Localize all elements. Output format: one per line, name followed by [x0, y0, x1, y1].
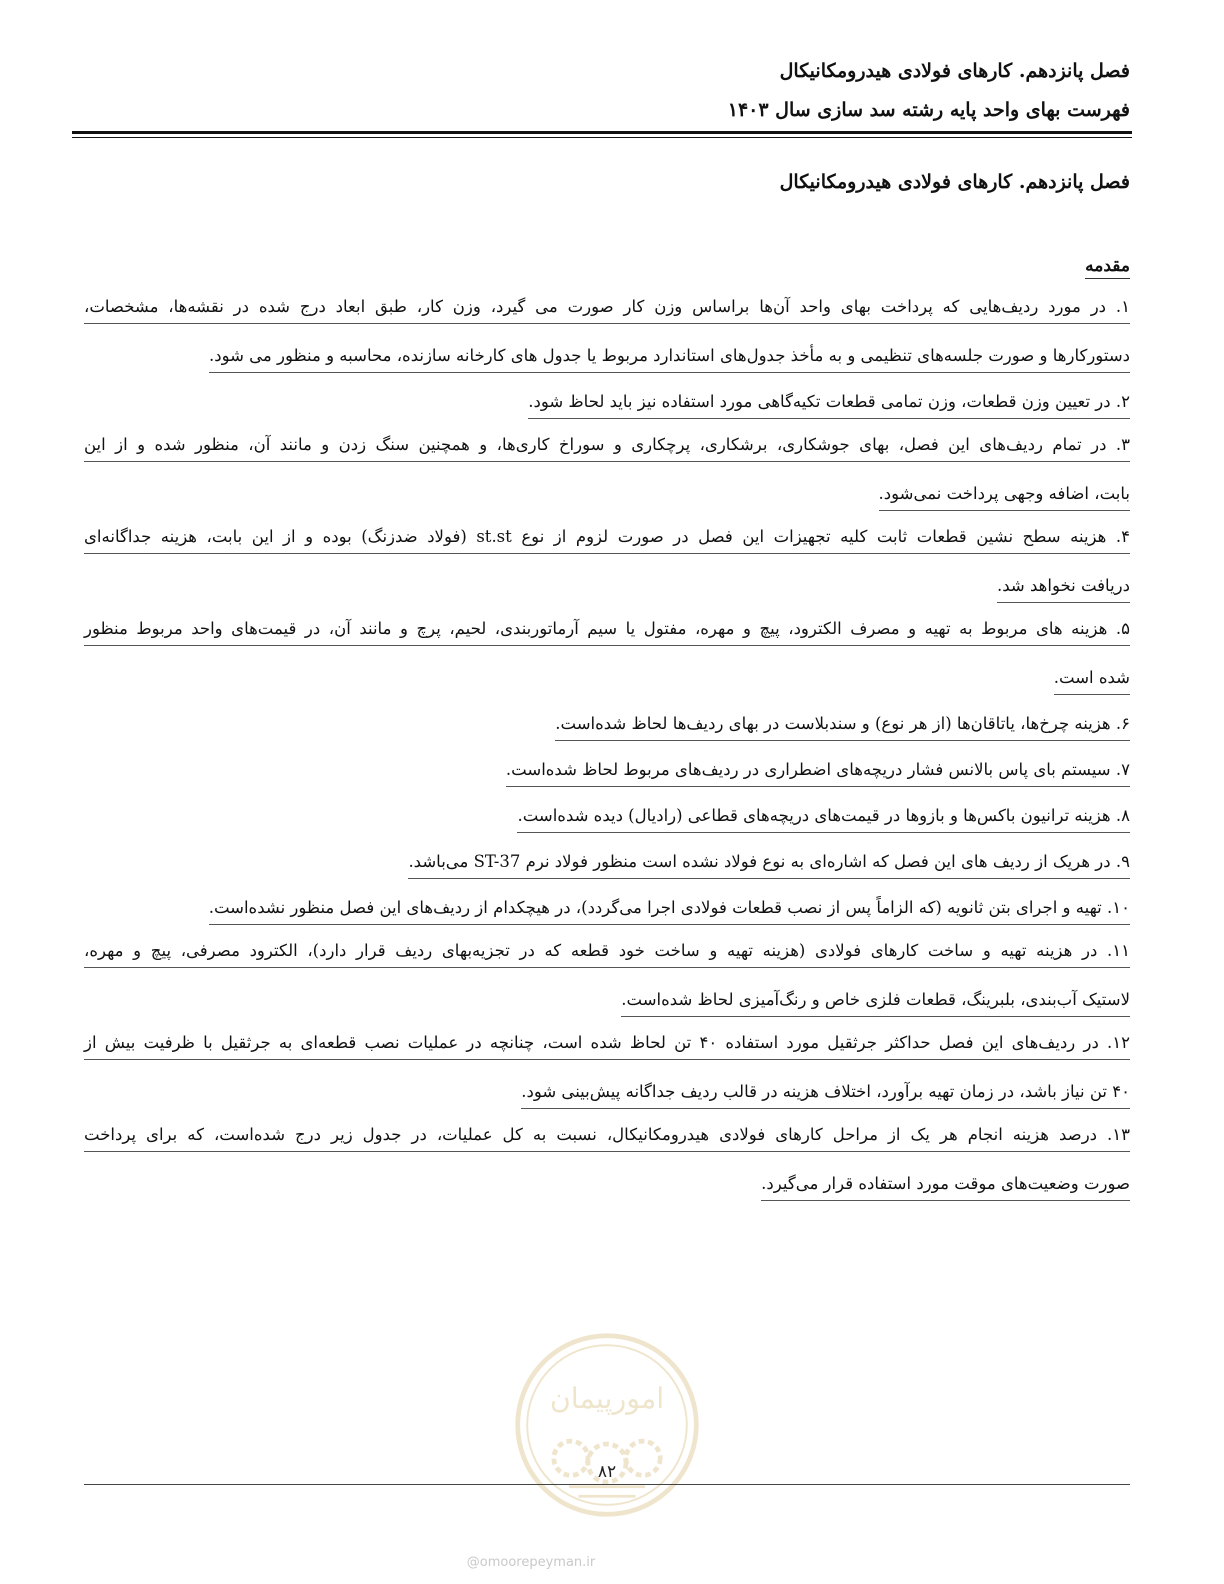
footer-rule — [84, 1484, 1130, 1485]
running-header-chapter: فصل پانزدهم. کارهای فولادی هیدرومکانیکال — [779, 60, 1130, 82]
line-text: ۴. هزینه سطح نشین قطعات ثابت کلیه تجهیزات این فصل در صورت لزوم از نوع st.st (فولاد ضدزنگ) بوده و از این بابت، هزینه جداگانه‌ای — [84, 522, 1130, 554]
line-text: ۱۲. در ردیف‌های این فصل حداکثر جرثقیل مورد استفاده ۴۰ تن لحاظ شده است، چنانچه در عملیات نصب قطعه‌ای به جرثقیل با ظرفیت بیش از — [84, 1028, 1130, 1060]
text-line — [84, 936, 1130, 982]
body-text — [84, 292, 1130, 1212]
seal-watermark-icon — [512, 1330, 702, 1520]
text-line — [84, 614, 1130, 660]
line-text: ۱. در مورد ردیف‌هایی که پرداخت بهای واحد آن‌ها براساس وزن کار صورت می گیرد، وزن کار، طبق ابعاد درج شده در نقشه‌ها، مشخصات، — [84, 292, 1130, 324]
text-line — [84, 660, 1130, 706]
text-line — [84, 1166, 1130, 1212]
line-text: دریافت نخواهد شد. — [997, 571, 1130, 603]
line-text: ۱۳. درصد هزینه انجام هر یک از مراحل کارهای فولادی هیدرومکانیکال، نسبت به کل عملیات، در جدول زیر درج شده‌است، که برای پرداخت — [84, 1120, 1130, 1152]
header-rule-thin — [72, 137, 1132, 138]
line-text: شده است. — [1054, 663, 1130, 695]
line-text: ۵. هزینه های مربوط به تهیه و مصرف الکترود، پیچ و مهره، مفتول یا سیم آرماتوربندی، لحیم، پرچ و مانند آن، در قیمت‌های واحد مربوط منظور — [84, 614, 1130, 646]
line-text: ۷. سیستم بای پاس بالانس فشار دریچه‌های اضطراری در ردیف‌های مربوط لحاظ شده‌است. — [506, 755, 1130, 787]
text-line — [84, 1074, 1130, 1120]
section-heading: مقدمه — [1085, 256, 1130, 279]
watermark-url: @omoorepeyman.ir — [466, 1555, 596, 1570]
line-text: ۳. در تمام ردیف‌های این فصل، بهای جوشکاری، برشکاری، پرچکاری و سوراخ کاری‌ها، و همچنین سنگ زدن و مانند آن، منظور شده و از این — [84, 430, 1130, 462]
header-rule-thick — [72, 131, 1132, 134]
line-text: ۱۱. در هزینه تهیه و ساخت کارهای فولادی (هزینه تهیه و ساخت خود قطعه که در تجزیه‌بهای ردیف قرار دارد)، الکترود مصرفی، پیچ و مهره، — [84, 936, 1130, 968]
text-line — [84, 384, 1130, 430]
text-line — [84, 292, 1130, 338]
text-line — [84, 1028, 1130, 1074]
line-text: صورت وضعیت‌های موقت مورد استفاده قرار می‌گیرد. — [761, 1169, 1130, 1201]
line-text: دستورکارها و صورت جلسه‌های تنظیمی و به مأخذ جدول‌های استاندارد مربوط یا جدول های کارخانه سازنده، محاسبه و منظور می شود. — [209, 341, 1130, 373]
text-line — [84, 338, 1130, 384]
line-text: ۸. هزینه ترانیون باکس‌ها و بازوها در قیمت‌های دریچه‌های قطاعی (رادیال) دیده شده‌است. — [517, 801, 1130, 833]
line-text: ۲. در تعیین وزن قطعات، وزن تمامی قطعات تکیه‌گاهی مورد استفاده نیز باید لحاظ شود. — [528, 387, 1130, 419]
text-line — [84, 982, 1130, 1028]
text-line — [84, 844, 1130, 890]
text-line — [84, 890, 1130, 936]
page-number: ۸۲ — [597, 1462, 617, 1482]
line-text: ۴۰ تن نیاز باشد، در زمان تهیه برآورد، اختلاف هزینه در قالب ردیف جداگانه پیش‌بینی شود. — [521, 1077, 1130, 1109]
line-text: ۹. در هریک از ردیف های این فصل که اشاره‌ای به نوع فولاد نشده است منظور فولاد نرم ST-37 می‌باشد. — [408, 847, 1130, 879]
text-line — [84, 752, 1130, 798]
line-text: لاستیک آب‌بندی، بلبرینگ، قطعات فلزی خاص و رنگ‌آمیزی لحاظ شده‌است. — [621, 985, 1130, 1017]
text-line — [84, 1120, 1130, 1166]
text-line — [84, 476, 1130, 522]
line-text: ۱۰. تهیه و اجرای بتن ثانویه (که الزاماً پس از نصب قطعات فولادی اجرا می‌گردد)، در هیچکدام از ردیف‌های این فصل منظور نشده‌است. — [209, 893, 1130, 925]
line-text: ۶. هزینه چرخ‌ها، یاتاقان‌ها (از هر نوع) و سندبلاست در بهای ردیف‌ها لحاظ شده‌است. — [555, 709, 1130, 741]
text-line — [84, 568, 1130, 614]
line-text: بابت، اضافه وجهی پرداخت نمی‌شود. — [879, 479, 1130, 511]
chapter-title: فصل پانزدهم. کارهای فولادی هیدرومکانیکال — [779, 171, 1130, 193]
text-line — [84, 706, 1130, 752]
text-line — [84, 522, 1130, 568]
document-page — [84, 0, 1130, 1584]
seal-lettering: امورپیمان — [549, 1381, 665, 1415]
text-line — [84, 798, 1130, 844]
text-line — [84, 430, 1130, 476]
running-header-title: فهرست بهای واحد پایه رشته سد سازی سال ۱۴۰۳ — [727, 99, 1130, 121]
